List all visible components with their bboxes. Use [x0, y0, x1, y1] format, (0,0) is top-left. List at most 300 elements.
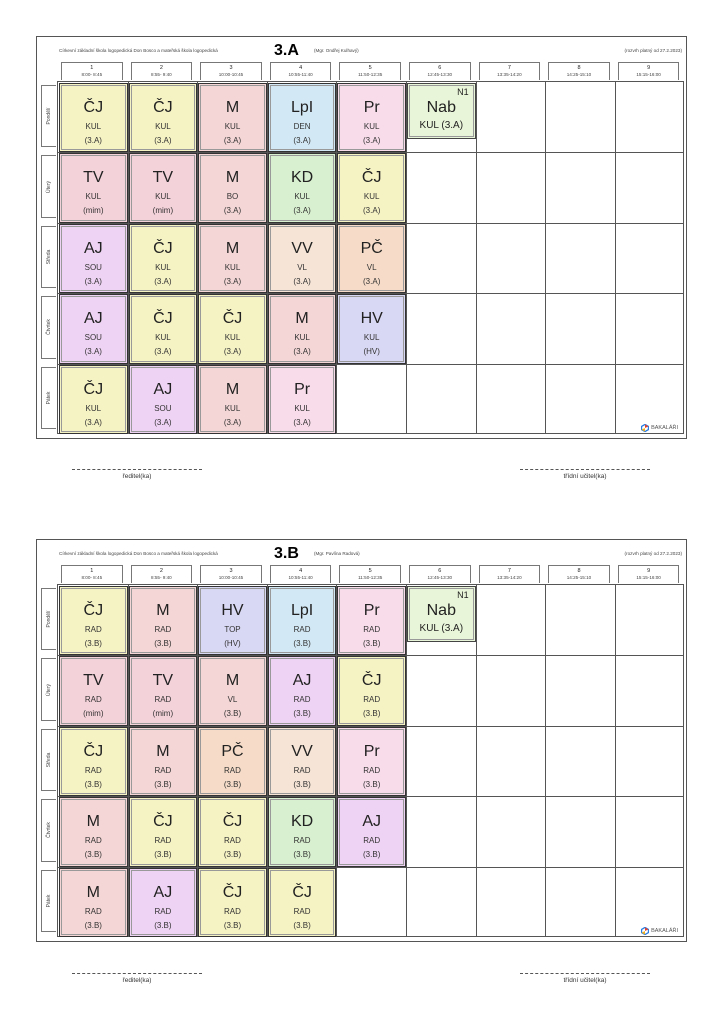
lesson-cell[interactable] [59, 365, 128, 434]
lesson-group: (3.A) [84, 136, 102, 145]
hour-number: 6 [438, 65, 442, 71]
lesson-teacher: KUL [224, 333, 241, 343]
lesson-cell[interactable] [59, 727, 128, 796]
hour-time: 15:15-16:00 [636, 72, 661, 77]
hour-number: 3 [229, 568, 233, 574]
lesson-group: (3.B) [293, 709, 311, 719]
lesson-teacher: KUL [155, 333, 171, 343]
lesson-teacher: RAD [84, 625, 102, 634]
lesson-teacher: RAD [154, 695, 172, 705]
lesson-subject: Pr [363, 602, 380, 619]
hour-number: 5 [368, 65, 372, 71]
hour-time: 12:45-13:30 [427, 72, 453, 77]
hour-number: 1 [90, 65, 94, 71]
hour-number: 7 [507, 65, 511, 71]
lesson-teacher: RAD [154, 625, 172, 634]
lesson-teacher: VL [366, 262, 377, 272]
lesson-subject: VV [291, 239, 313, 257]
hour-time: 12:45-13:30 [427, 575, 453, 580]
logo-text: BAKALÁŘI [651, 928, 678, 934]
lesson-cell[interactable] [59, 868, 128, 937]
lesson-cell[interactable] [337, 727, 406, 796]
lesson-teacher: KUL [155, 122, 171, 131]
lesson-group: (3.B) [223, 850, 242, 860]
day-label [41, 588, 56, 650]
lesson-teacher: RAD [363, 695, 381, 705]
lesson-group: (3.A) [293, 136, 311, 145]
lesson-group: (3.B) [84, 920, 102, 930]
lesson-cell[interactable] [129, 727, 198, 796]
day-label [41, 296, 56, 358]
lesson-subject: M [225, 380, 240, 398]
lesson-subject: ČJ [153, 239, 173, 257]
lesson-teacher: SOU [84, 262, 102, 272]
class-teacher-signature [520, 469, 650, 480]
lesson-subject: TV [152, 672, 174, 690]
hour-time: 10:00-10:45 [218, 575, 244, 580]
lesson-subject: KD [290, 169, 314, 187]
lesson-group: (3.A) [363, 136, 381, 145]
hour-time: 14:25-15:10 [566, 575, 592, 580]
hour-header [479, 62, 541, 80]
day-name: Středa [46, 752, 52, 768]
lesson-group: (3.B) [84, 639, 102, 648]
lesson-subject: M [86, 883, 100, 901]
grid-line [615, 82, 616, 433]
lesson-teacher: RAD [293, 836, 311, 846]
grid-line [615, 585, 616, 936]
day-label [41, 658, 56, 720]
lesson-subject: TV [83, 672, 104, 690]
lesson-group: (3.A) [293, 347, 311, 357]
timetable-grid [57, 81, 684, 434]
lesson-subject: AJ [83, 310, 103, 328]
hour-time: 8:00- 8:45 [81, 575, 103, 580]
lesson-cell[interactable] [129, 365, 198, 434]
lesson-cell-optional[interactable] [407, 586, 476, 642]
lesson-teacher: KUL [363, 192, 380, 202]
lesson-group: (HV) [224, 639, 241, 648]
day-name: Úterý [46, 180, 52, 193]
lesson-cell[interactable] [268, 224, 337, 293]
lesson-subject: TV [83, 169, 104, 187]
lesson-cell[interactable] [59, 294, 128, 363]
hour-time: 13:35-14:20 [497, 72, 522, 77]
lesson-subject: ČJ [361, 672, 382, 690]
lesson-group: (3.A) [223, 417, 242, 427]
hour-header [200, 62, 262, 80]
lesson-teacher: RAD [363, 625, 381, 634]
lesson-cell[interactable] [59, 153, 128, 222]
hour-number: 9 [647, 568, 651, 574]
lesson-subject: ČJ [292, 883, 312, 901]
hour-number: 1 [90, 568, 94, 574]
lesson-group: (3.B) [363, 779, 381, 789]
lesson-group: (3.A) [293, 276, 311, 286]
lesson-cell[interactable] [129, 153, 198, 222]
bakalari-logo [641, 927, 678, 935]
lesson-cell[interactable] [129, 656, 198, 725]
lesson-group: (3.B) [154, 850, 172, 860]
lesson-subject: AJ [153, 380, 173, 398]
hour-header [131, 565, 193, 583]
lesson-subject: M [156, 602, 170, 619]
lesson-subject: ČJ [222, 310, 243, 328]
hour-number: 2 [159, 568, 163, 574]
lesson-subject: ČJ [361, 169, 382, 187]
lesson-subject: ČJ [83, 742, 104, 760]
lesson-teacher: RAD [363, 765, 381, 775]
lesson-teacher: DEN [293, 122, 311, 131]
class-teacher-signature [520, 973, 650, 984]
lesson-badge: N1 [457, 87, 469, 97]
hour-header [61, 62, 123, 80]
hour-number: 2 [159, 65, 163, 71]
lesson-group: (3.A) [154, 136, 172, 145]
hour-time: 8:00- 8:45 [81, 72, 103, 77]
lesson-cell[interactable] [268, 727, 337, 796]
school-name: Církevní základní škola logopedická Don Bosco a mateřská škola logopedická [59, 48, 218, 53]
class-teacher: (Mgr. Pavlína Radová) [314, 551, 360, 556]
lesson-teacher: RAD [293, 765, 311, 775]
lesson-cell[interactable] [129, 294, 198, 363]
hour-number: 8 [577, 568, 581, 574]
lesson-teacher: TOP [224, 625, 241, 634]
lesson-cell[interactable] [268, 868, 337, 937]
lesson-subject: KD [290, 813, 314, 831]
lesson-group: (3.B) [293, 920, 311, 930]
lesson-cell[interactable] [198, 797, 267, 866]
validity-note: (rozvrh platný od 27.2.2023) [624, 551, 682, 556]
lesson-teacher: KUL [85, 192, 102, 202]
lesson-group: (3.B) [84, 850, 102, 860]
lesson-cell[interactable] [198, 83, 267, 152]
lesson-group: (3.B) [84, 779, 102, 789]
class-title: 3.B [274, 545, 299, 562]
lesson-group: (3.B) [293, 850, 311, 860]
bakalari-logo [641, 424, 678, 432]
lesson-teacher: RAD [154, 906, 172, 916]
lesson-cell[interactable] [59, 797, 128, 866]
lesson-cell[interactable] [198, 656, 267, 725]
lesson-group: (3.B) [293, 639, 311, 648]
lesson-cell[interactable] [198, 727, 267, 796]
lesson-group: (mim) [83, 206, 104, 216]
lesson-subject: ČJ [222, 883, 243, 901]
director-signature [72, 469, 202, 480]
hour-header [618, 62, 680, 80]
day-label [41, 226, 56, 288]
bakalari-logo-icon [641, 424, 649, 432]
lesson-cell[interactable] [337, 797, 406, 866]
day-name: Pondělí [46, 107, 52, 125]
lesson-group: (mim) [152, 206, 174, 216]
hour-header [548, 565, 610, 583]
lesson-subject: Pr [363, 99, 380, 116]
lesson-teacher: KUL [85, 122, 102, 131]
lesson-teacher: RAD [363, 836, 381, 846]
lesson-subject: AJ [292, 672, 312, 690]
grid-line [545, 82, 546, 433]
lesson-subject: Pr [294, 380, 311, 398]
day-label [41, 870, 56, 932]
lesson-teacher: KUL (3.A) [419, 623, 464, 634]
lesson-teacher: KUL [224, 403, 241, 413]
hour-time: 8:55- 9:40 [151, 72, 172, 77]
lesson-subject: M [295, 310, 309, 328]
lesson-cell[interactable] [268, 365, 337, 434]
day-label [41, 799, 56, 861]
hour-header [409, 62, 471, 80]
lesson-teacher: RAD [293, 695, 311, 705]
hour-number: 5 [368, 568, 372, 574]
hour-number: 8 [577, 65, 581, 71]
lesson-teacher: RAD [154, 765, 172, 775]
hour-time: 10:55-11:40 [288, 72, 313, 77]
class-teacher-signature-label: třídní učitel(ka) [563, 473, 607, 480]
timetable-sheet [36, 539, 687, 942]
lesson-subject: AJ [83, 239, 103, 257]
lesson-subject: ČJ [153, 813, 173, 831]
lesson-subject: ČJ [153, 310, 173, 328]
timetable-grid [57, 584, 684, 937]
lesson-subject: AJ [153, 883, 173, 901]
lesson-group: (3.A) [223, 347, 242, 357]
day-name: Úterý [46, 683, 52, 696]
lesson-cell[interactable] [59, 83, 128, 152]
timetable-sheet [36, 36, 687, 439]
lesson-teacher: KUL [363, 122, 380, 131]
lesson-cell[interactable] [198, 365, 267, 434]
hour-header [409, 565, 471, 583]
lesson-subject: PČ [221, 742, 244, 760]
lesson-group: (3.A) [293, 206, 311, 216]
lesson-teacher: VL [297, 262, 307, 272]
hour-time: 8:55- 9:40 [151, 575, 172, 580]
lesson-group: (3.A) [84, 276, 102, 286]
lesson-cell[interactable] [198, 586, 267, 655]
lesson-group: (3.A) [363, 276, 381, 286]
lesson-cell[interactable] [268, 83, 337, 152]
lesson-cell[interactable] [268, 586, 337, 655]
day-label [41, 155, 56, 217]
hour-header [270, 62, 332, 80]
lesson-group: (mim) [152, 709, 174, 719]
lesson-teacher: KUL [85, 403, 102, 413]
school-name: Církevní základní škola logopedická Don Bosco a mateřská škola logopedická [59, 551, 218, 556]
lesson-subject: PČ [360, 239, 383, 257]
grid-line [476, 585, 477, 936]
lesson-group: (3.A) [84, 417, 102, 427]
lesson-subject: ČJ [83, 602, 104, 619]
lesson-cell[interactable] [337, 153, 406, 222]
lesson-group: (3.B) [154, 920, 172, 930]
lesson-teacher: KUL [155, 192, 171, 202]
lesson-teacher: KUL [363, 333, 380, 343]
hour-header [270, 565, 332, 583]
hour-number: 3 [229, 65, 233, 71]
lesson-group: (3.A) [223, 276, 242, 286]
hour-header [618, 565, 680, 583]
lesson-subject: ČJ [83, 380, 104, 398]
lesson-cell[interactable] [268, 294, 337, 363]
director-signature [72, 973, 202, 984]
lesson-teacher: RAD [293, 906, 311, 916]
lesson-teacher: KUL [224, 122, 241, 131]
day-name: Pátek [46, 894, 52, 908]
lesson-subject: M [225, 169, 240, 187]
lesson-cell[interactable] [198, 294, 267, 363]
lesson-teacher: KUL [155, 262, 171, 272]
class-title: 3.A [274, 42, 299, 59]
lesson-group: (3.B) [154, 779, 172, 789]
lesson-group: (3.B) [223, 920, 242, 930]
lesson-teacher: RAD [224, 836, 241, 846]
lesson-subject: HV [221, 602, 244, 619]
lesson-group: (3.B) [223, 709, 242, 719]
lesson-group: (3.B) [154, 639, 172, 648]
lesson-cell[interactable] [268, 656, 337, 725]
lesson-cell[interactable] [198, 153, 267, 222]
lesson-teacher: SOU [154, 403, 172, 413]
lesson-teacher: SOU [84, 333, 102, 343]
day-name: Čtvrtek [46, 319, 52, 336]
lesson-subject: Nab [426, 602, 456, 619]
lesson-group: (3.B) [363, 850, 381, 860]
lesson-cell[interactable] [129, 586, 198, 655]
hour-header [339, 565, 401, 583]
lesson-cell[interactable] [337, 294, 406, 363]
lesson-cell-optional[interactable] [407, 83, 476, 139]
lesson-teacher: KUL [294, 403, 310, 413]
hour-time: 13:35-14:20 [497, 575, 522, 580]
lesson-teacher: RAD [84, 836, 102, 846]
lesson-cell[interactable] [198, 868, 267, 937]
lesson-subject: LpI [290, 99, 314, 116]
lesson-subject: Nab [426, 99, 456, 116]
lesson-subject: ČJ [222, 813, 243, 831]
director-signature-label: ředitel(ka) [122, 977, 152, 984]
lesson-group: (HV) [363, 347, 380, 357]
day-name: Pondělí [46, 610, 52, 628]
lesson-subject: HV [360, 310, 383, 328]
lesson-subject: LpI [290, 602, 314, 619]
lesson-teacher: RAD [293, 625, 311, 634]
lesson-group: (3.B) [223, 779, 242, 789]
lesson-teacher: RAD [84, 695, 102, 705]
lesson-cell[interactable] [198, 224, 267, 293]
day-name: Čtvrtek [46, 822, 52, 839]
lesson-teacher: BO [226, 192, 239, 202]
lesson-cell[interactable] [59, 224, 128, 293]
lesson-group: (3.A) [154, 276, 172, 286]
lesson-subject: ČJ [83, 99, 104, 116]
lesson-teacher: KUL [294, 333, 310, 343]
lesson-cell[interactable] [129, 224, 198, 293]
hour-header [339, 62, 401, 80]
logo-text: BAKALÁŘI [651, 425, 678, 431]
lesson-group: (3.A) [293, 417, 311, 427]
lesson-teacher: RAD [224, 765, 241, 775]
lesson-group: (3.A) [363, 206, 381, 216]
validity-note: (rozvrh platný od 27.2.2023) [624, 48, 682, 53]
hour-header [479, 565, 541, 583]
lesson-group: (3.B) [363, 639, 381, 648]
lesson-subject: M [156, 742, 170, 760]
bakalari-logo-icon [641, 927, 649, 935]
lesson-cell[interactable] [337, 656, 406, 725]
day-label [41, 85, 56, 147]
day-label [41, 367, 56, 429]
lesson-badge: N1 [457, 590, 469, 600]
hour-time: 11:50-12:35 [358, 575, 383, 580]
lesson-teacher: VL [227, 695, 238, 705]
lesson-subject: M [225, 672, 240, 690]
class-teacher: (Mgr. Ondřej Kulhavý) [314, 48, 359, 53]
lesson-group: (3.A) [223, 136, 242, 145]
hour-time: 14:25-15:10 [566, 72, 592, 77]
day-name: Pátek [46, 391, 52, 405]
lesson-cell[interactable] [337, 586, 406, 655]
lesson-cell[interactable] [129, 868, 198, 937]
hour-header [200, 565, 262, 583]
lesson-teacher: RAD [224, 906, 241, 916]
hour-number: 4 [299, 568, 303, 574]
lesson-teacher: RAD [154, 836, 172, 846]
lesson-group: (3.A) [84, 347, 102, 357]
lesson-group: (3.A) [154, 347, 172, 357]
hour-time: 11:50-12:35 [358, 72, 383, 77]
lesson-cell[interactable] [268, 153, 337, 222]
lesson-cell[interactable] [59, 656, 128, 725]
hour-time: 15:15-16:00 [636, 575, 661, 580]
lesson-subject: ČJ [153, 99, 173, 116]
grid-line [476, 82, 477, 433]
day-label [41, 729, 56, 791]
hour-number: 9 [647, 65, 651, 71]
lesson-teacher: KUL (3.A) [419, 120, 464, 131]
hour-number: 4 [299, 65, 303, 71]
lesson-cell[interactable] [129, 83, 198, 152]
lesson-cell[interactable] [268, 797, 337, 866]
lesson-cell[interactable] [337, 224, 406, 293]
hour-time: 10:00-10:45 [218, 72, 244, 77]
lesson-subject: VV [291, 742, 313, 760]
lesson-group: (mim) [83, 709, 104, 719]
lesson-teacher: KUL [294, 192, 310, 202]
director-signature-label: ředitel(ka) [122, 473, 152, 480]
lesson-subject: M [86, 813, 100, 831]
lesson-teacher: RAD [84, 906, 102, 916]
hour-time: 10:55-11:40 [288, 575, 313, 580]
lesson-group: (3.B) [293, 779, 311, 789]
lesson-teacher: KUL [224, 262, 241, 272]
lesson-subject: M [225, 99, 240, 116]
lesson-cell[interactable] [129, 797, 198, 866]
day-name: Středa [46, 249, 52, 265]
lesson-subject: AJ [362, 813, 382, 831]
lesson-subject: TV [152, 169, 174, 187]
lesson-subject: M [225, 239, 240, 257]
hour-header [548, 62, 610, 80]
grid-line [545, 585, 546, 936]
hour-header [131, 62, 193, 80]
lesson-cell[interactable] [59, 586, 128, 655]
hour-number: 7 [507, 568, 511, 574]
lesson-group: (3.A) [223, 206, 242, 216]
lesson-cell[interactable] [337, 83, 406, 152]
lesson-group: (3.B) [363, 709, 381, 719]
